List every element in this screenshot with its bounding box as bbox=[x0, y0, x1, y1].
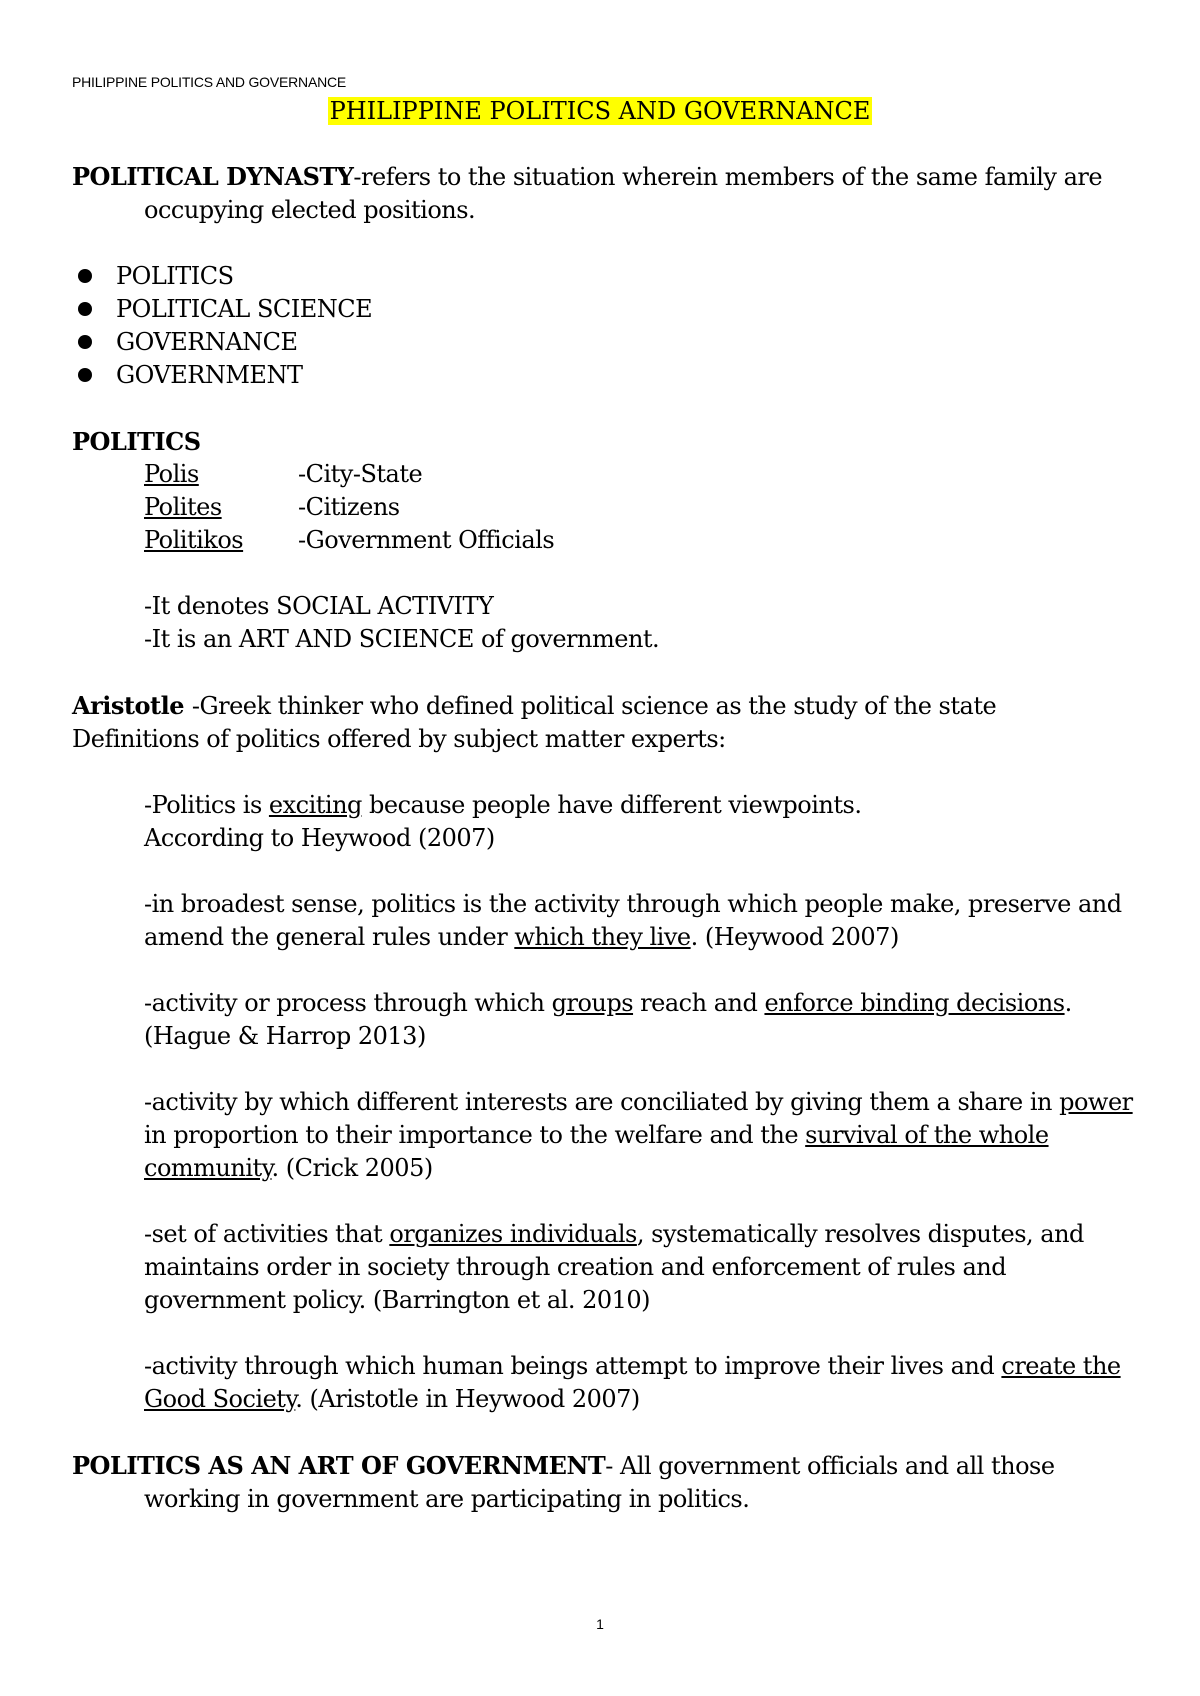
page-number: 1 bbox=[596, 1616, 604, 1632]
underlined-phrase: power bbox=[1059, 1088, 1133, 1116]
underlined-phrase: organizes individuals bbox=[389, 1220, 637, 1248]
etymology-row bbox=[144, 491, 1140, 524]
underlined-phrase: enforce binding decisions bbox=[764, 989, 1065, 1017]
list-item bbox=[72, 326, 1140, 359]
bullet-icon bbox=[78, 368, 92, 382]
definition-source: According to Heywood (2007) bbox=[144, 824, 495, 852]
document-title bbox=[0, 94, 1200, 128]
etymology-term: Polites bbox=[144, 493, 222, 521]
definition-aristotle-good-society: -activity through which human beings attempt to improve their lives and create the Good Society. (Aristotle in Heywood 2007) bbox=[144, 1352, 1121, 1413]
etymology-table bbox=[72, 458, 1140, 557]
politics-note-art-and-science: -It is an ART AND SCIENCE of government. bbox=[144, 625, 660, 653]
list-item bbox=[72, 260, 1140, 293]
list-item-label: POLITICS bbox=[116, 262, 234, 290]
underlined-phrase: which they live bbox=[514, 923, 691, 951]
bullet-icon bbox=[78, 269, 92, 283]
etymology-row bbox=[144, 524, 1140, 557]
topic-bullet-list bbox=[72, 260, 1140, 392]
bullet-icon bbox=[78, 302, 92, 316]
document-body bbox=[72, 160, 1140, 1516]
aristotle-definition bbox=[72, 689, 1140, 723]
term-politics-as-art: POLITICS AS AN ART OF GOVERNMENT bbox=[72, 1451, 606, 1480]
definition-heywood-rules: -in broadest sense, politics is the activity through which people make, preserve and amend the general rules under which they live. (Heywood 2007) bbox=[144, 890, 1122, 951]
underlined-phrase: create the Good Society bbox=[144, 1352, 1121, 1413]
definition-text: - All government officials and all those working in government are participating in politics. bbox=[144, 1452, 1055, 1513]
list-item-label: GOVERNMENT bbox=[116, 361, 303, 389]
etymology-meaning: -City-State bbox=[298, 460, 423, 488]
running-header: PHILIPPINE POLITICS AND GOVERNANCE bbox=[72, 74, 347, 90]
list-item bbox=[72, 293, 1140, 326]
definitions-intro: Definitions of politics offered by subject matter experts: bbox=[72, 725, 726, 753]
list-item-label: GOVERNANCE bbox=[116, 328, 298, 356]
term-political-dynasty: POLITICAL DYNASTY bbox=[72, 162, 354, 191]
underlined-phrase: survival of the whole community bbox=[144, 1121, 1049, 1182]
politics-note-social-activity: -It denotes SOCIAL ACTIVITY bbox=[144, 592, 494, 620]
definition-barrington: -set of activities that organizes individuals, systematically resolves disputes, and maintains order in society through creation and enforcement of rules and government policy. (Barrington et al. 2010) bbox=[144, 1220, 1084, 1314]
political-dynasty-definition bbox=[72, 160, 1140, 227]
politics-as-art-definition bbox=[72, 1449, 1140, 1516]
underlined-phrase: exciting bbox=[268, 791, 362, 819]
term-aristotle: Aristotle bbox=[72, 691, 192, 720]
definition-crick: -activity by which different interests are conciliated by giving them a share in power in proportion to their importance to the welfare and the survival of the whole community. (Crick 2005) bbox=[144, 1088, 1133, 1182]
list-item-label: POLITICAL SCIENCE bbox=[116, 295, 373, 323]
highlighted-title: PHILIPPINE POLITICS AND GOVERNANCE bbox=[329, 97, 871, 125]
bullet-icon bbox=[78, 335, 92, 349]
definition-hague-harrop: -activity or process through which groups reach and enforce binding decisions. (Hague & Harrop 2013) bbox=[144, 989, 1072, 1050]
etymology-meaning: -Citizens bbox=[298, 493, 400, 521]
definition-heywood-exciting: -Politics is exciting because people have different viewpoints. bbox=[144, 791, 862, 819]
etymology-row bbox=[144, 458, 1140, 491]
list-item bbox=[72, 359, 1140, 392]
section-heading-politics: POLITICS bbox=[72, 427, 201, 456]
etymology-term: Politikos bbox=[144, 526, 244, 554]
definition-text: -Greek thinker who defined political science as the study of the state bbox=[191, 692, 997, 720]
definition-text: -refers to the situation wherein members of the same family are occupying elected positions. bbox=[144, 163, 1103, 224]
etymology-term: Polis bbox=[144, 460, 199, 488]
etymology-meaning: -Government Officials bbox=[298, 526, 555, 554]
underlined-phrase: groups bbox=[551, 989, 634, 1017]
